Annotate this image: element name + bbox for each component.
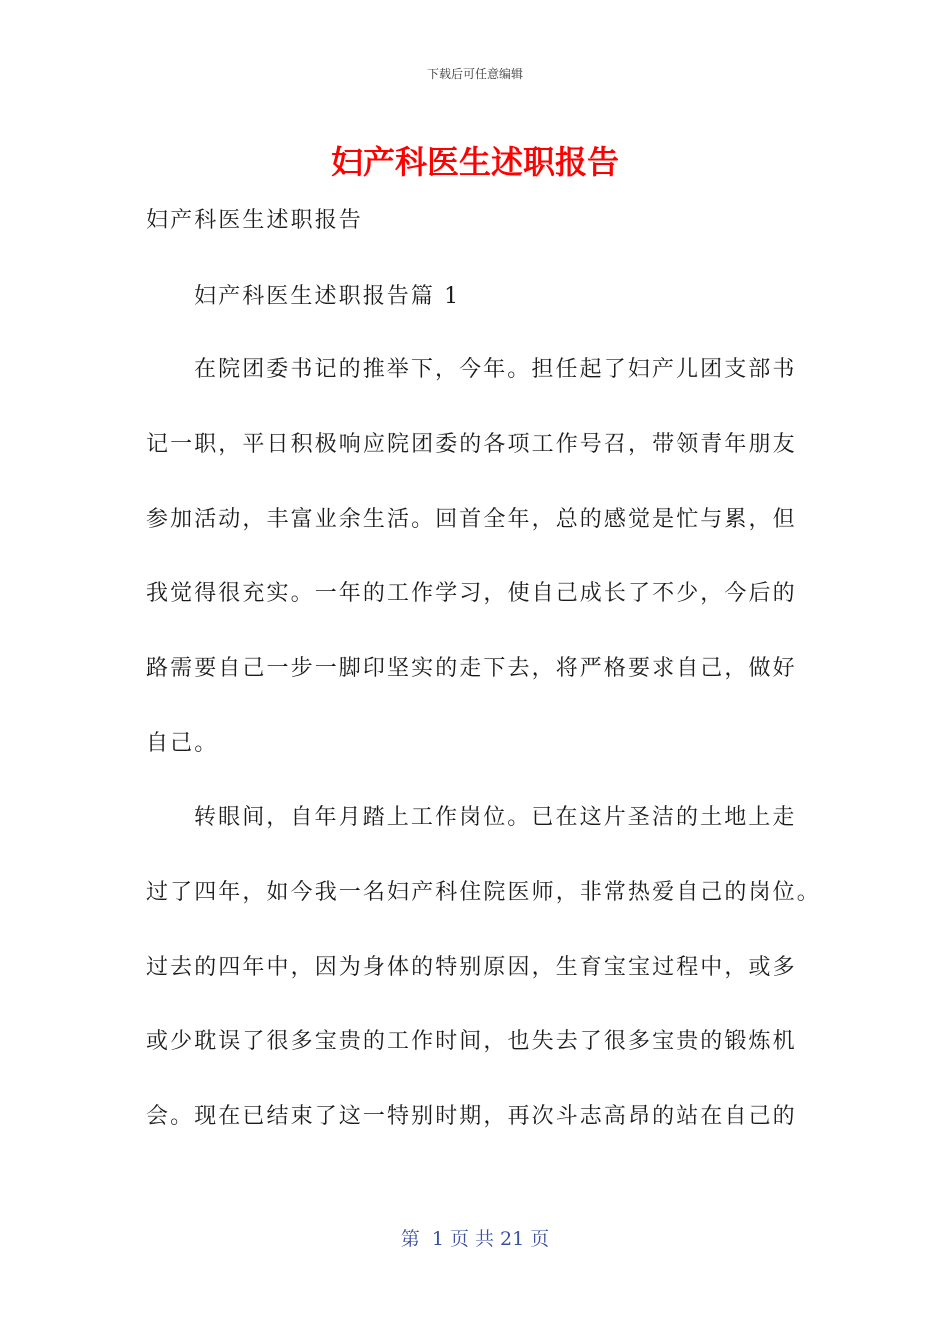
paragraph-line: 记一职，平日积极响应院团委的各项工作号召，带领青年朋友 (146, 432, 797, 457)
paragraph-line: 或少耽误了很多宝贵的工作时间，也失去了很多宝贵的锻炼机 (146, 1029, 797, 1054)
page-number-footer: 第 1 页 共 21 页 (400, 1228, 550, 1250)
header-note: 下载后可任意编辑 (426, 67, 523, 81)
document-title: 妇产科医生述职报告 (330, 143, 619, 181)
subtitle-line: 妇产科医生述职报告 (146, 208, 363, 233)
section-heading: 妇产科医生述职报告篇 1 (194, 284, 461, 309)
paragraph-line: 在院团委书记的推举下，今年。担任起了妇产儿团支部书 (194, 357, 797, 382)
paragraph-line: 我觉得很充实。一年的工作学习，使自己成长了不少，今后的 (146, 581, 797, 606)
paragraph-line: 会。现在已结束了这一特别时期，再次斗志高昂的站在自己的 (146, 1104, 797, 1129)
paragraph-line: 过去的四年中，因为身体的特别原因，生育宝宝过程中，或多 (146, 955, 797, 980)
paragraph-line: 路需要自己一步一脚印坚实的走下去，将严格要求自己，做好 (146, 656, 797, 681)
paragraph-line: 参加活动，丰富业余生活。回首全年，总的感觉是忙与累，但 (146, 507, 797, 532)
paragraph-line: 自己。 (146, 731, 219, 756)
paragraph-line: 过了四年，如今我一名妇产科住院医师，非常热爱自己的岗位。 (146, 880, 821, 905)
paragraph-line: 转眼间，自年月踏上工作岗位。已在这片圣洁的土地上走 (194, 805, 797, 830)
